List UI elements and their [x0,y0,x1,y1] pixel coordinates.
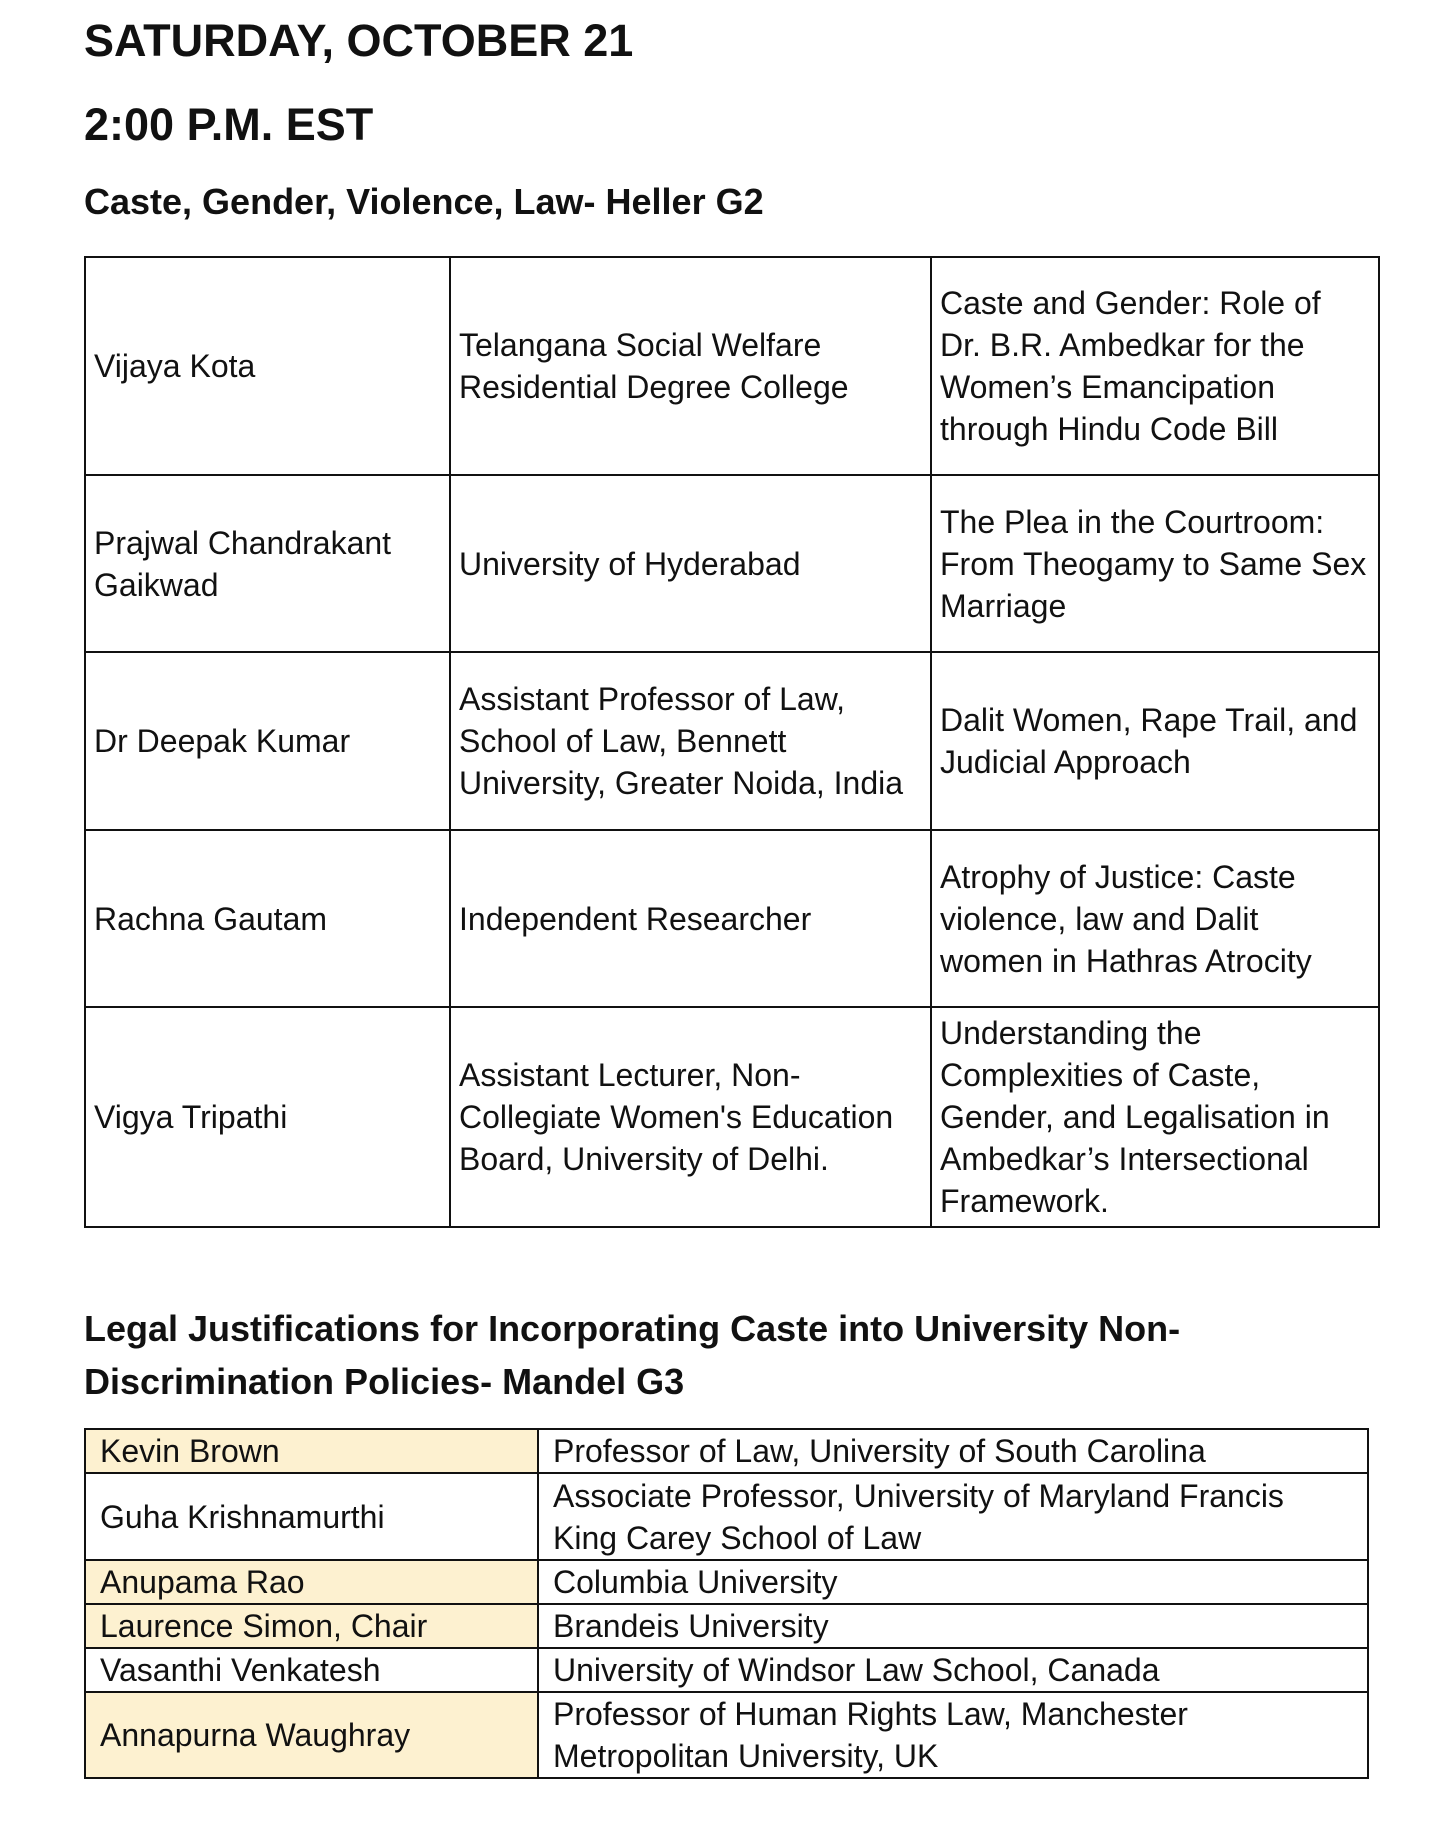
panelist-name: Laurence Simon, Chair [85,1604,538,1648]
panelist-name: Vasanthi Venkatesh [85,1648,538,1692]
panelist-affiliation: Associate Professor, University of Maryland Francis King Carey School of Law [538,1473,1368,1560]
table-row [85,1007,1379,1227]
table-row [85,1692,1368,1778]
presenter-affiliation: Assistant Lecturer, Non-Collegiate Women's Education Board, University of Delhi. [450,1007,931,1227]
session-title: Caste, Gender, Violence, Law- Heller G2 [84,181,764,222]
panelist-name: Anupama Rao [85,1560,538,1604]
table-row [85,1604,1368,1648]
table-row [85,1648,1368,1692]
panelist-affiliation: Professor of Law, University of South Carolina [538,1429,1368,1473]
panelist-name: Annapurna Waughray [85,1692,538,1778]
paper-title: Atrophy of Justice: Caste violence, law and Dalit women in Hathras Atrocity [931,830,1379,1007]
panelist-affiliation: Professor of Human Rights Law, Manchester Metropolitan University, UK [538,1692,1368,1778]
table-row [85,1473,1368,1560]
presenter-affiliation: Telangana Social Welfare Residential Degree College [450,257,931,475]
panelist-name: Guha Krishnamurthi [85,1473,538,1560]
paper-title: Dalit Women, Rape Trail, and Judicial Approach [931,652,1379,830]
paper-title: Caste and Gender: Role of Dr. B.R. Ambedkar for the Women’s Emancipation through Hindu Code Bill [931,257,1379,475]
presenter-affiliation: Independent Researcher [450,830,931,1007]
table-row [85,830,1379,1007]
table-row [85,652,1379,830]
presenter-name: Vijaya Kota [85,257,450,475]
day-heading: SATURDAY, OCTOBER 21 [84,15,634,66]
session-title: Legal Justifications for Incorporating Caste into University Non-Discrimination Policies- Mandel G3 [84,1308,1181,1402]
panelist-affiliation: Columbia University [538,1560,1368,1604]
time-heading: 2:00 P.M. EST [84,99,374,150]
panelist-name: Kevin Brown [85,1429,538,1473]
presenter-name: Prajwal Chandrakant Gaikwad [85,475,450,652]
panel-table [84,1428,1369,1779]
table-row [85,475,1379,652]
presenter-affiliation: University of Hyderabad [450,475,931,652]
presenter-name: Rachna Gautam [85,830,450,1007]
table-row [85,257,1379,475]
session-table [84,256,1380,1228]
panelist-affiliation: Brandeis University [538,1604,1368,1648]
presenter-affiliation: Assistant Professor of Law, School of Law, Bennett University, Greater Noida, India [450,652,931,830]
presenter-name: Vigya Tripathi [85,1007,450,1227]
panelist-affiliation: University of Windsor Law School, Canada [538,1648,1368,1692]
table-row [85,1429,1368,1473]
paper-title: Understanding the Complexities of Caste, Gender, and Legalisation in Ambedkar’s Intersectional Framework. [931,1007,1379,1227]
presenter-name: Dr Deepak Kumar [85,652,450,830]
table-row [85,1560,1368,1604]
paper-title: The Plea in the Courtroom: From Theogamy to Same Sex Marriage [931,475,1379,652]
